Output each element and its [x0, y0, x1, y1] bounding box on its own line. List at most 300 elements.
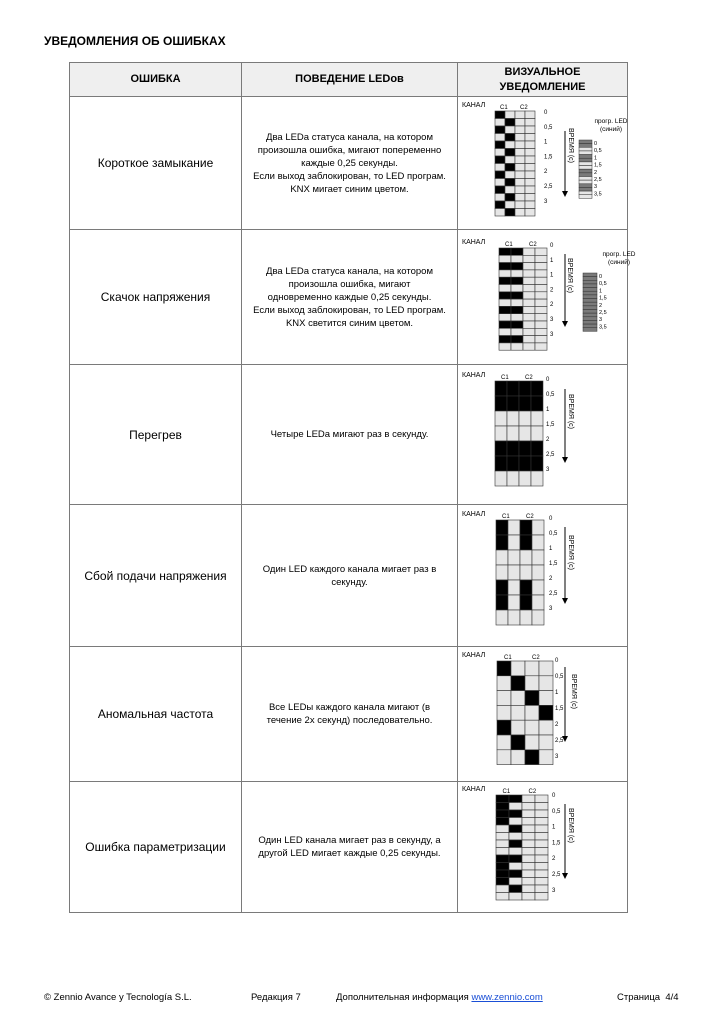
- led-cell: [525, 134, 535, 142]
- time-mark: 0,5: [544, 124, 553, 131]
- led-cell: [511, 321, 523, 328]
- prog-led-cell: [583, 277, 597, 281]
- led-cell: [535, 263, 547, 270]
- prog-led-cell: [579, 191, 592, 195]
- time-mark: 1: [549, 546, 553, 552]
- led-cell: [511, 292, 523, 299]
- led-cell: [520, 550, 532, 565]
- led-cell: [509, 893, 522, 901]
- behavior-line: одновременно каждые 0,25 секунды.: [267, 291, 432, 303]
- led-cell: [505, 179, 515, 187]
- led-cell: [497, 661, 511, 676]
- led-cell: [497, 691, 511, 706]
- prog-led-cell: [583, 310, 597, 314]
- led-cell: [531, 441, 543, 456]
- behavior-description: [242, 782, 458, 913]
- prog-time-mark: 2: [599, 302, 603, 309]
- header-visual-line-2: УВЕДОМЛЕНИЕ: [499, 80, 586, 93]
- led-cell: [499, 263, 511, 270]
- prog-led-cell: [579, 144, 592, 148]
- prog-led-cell: [579, 180, 592, 184]
- led-diagram: [458, 505, 627, 646]
- led-cell: [535, 336, 547, 343]
- channel-label: КАНАЛ: [462, 102, 486, 109]
- led-cell: [522, 885, 535, 893]
- led-cell: [535, 848, 548, 856]
- led-cell: [505, 134, 515, 142]
- led-cell: [515, 171, 525, 179]
- channel-label: КАНАЛ: [462, 372, 486, 379]
- led-cell: [507, 456, 519, 471]
- led-cell: [539, 720, 553, 735]
- led-cell: [539, 661, 553, 676]
- prog-led-cell: [583, 306, 597, 310]
- time-mark: 2,5: [552, 872, 561, 878]
- table-row: [70, 647, 628, 782]
- time-axis-label: ВРЕМЯ (с): [570, 674, 577, 709]
- led-cell: [497, 705, 511, 720]
- led-cell: [525, 735, 539, 750]
- led-cell: [495, 126, 505, 134]
- c2-label: C2: [525, 375, 533, 381]
- prog-time-mark: 2,5: [594, 177, 602, 183]
- behavior-line: Один LED канала мигает раз в секунду, а: [258, 835, 441, 846]
- footer-link[interactable]: www.zennio.com: [471, 992, 543, 1003]
- led-cell: [505, 194, 515, 202]
- footer-copyright: © Zennio Avance y Tecnología S.L.: [44, 992, 192, 1003]
- time-mark: 3: [550, 331, 554, 338]
- prog-time-mark: 3,5: [594, 191, 602, 198]
- visual-notification: [458, 365, 628, 505]
- led-cell: [511, 270, 523, 277]
- led-cell: [505, 111, 515, 119]
- c2-label: C2: [529, 242, 537, 248]
- prog-time-mark: 1: [599, 288, 603, 295]
- time-mark: 3: [549, 606, 553, 612]
- arrow-down-icon: [562, 873, 568, 879]
- error-name: Сбой подачи напряжения: [70, 505, 242, 647]
- led-cell: [511, 336, 523, 343]
- led-cell: [496, 878, 509, 886]
- led-cell: [495, 149, 505, 157]
- led-cell: [508, 595, 520, 610]
- led-cell: [508, 535, 520, 550]
- led-cell: [507, 411, 519, 426]
- led-cell: [535, 893, 548, 901]
- led-cell: [515, 119, 525, 127]
- led-cell: [520, 565, 532, 580]
- led-cell: [519, 456, 531, 471]
- arrow-down-icon: [562, 457, 568, 463]
- led-cell: [495, 156, 505, 164]
- led-cell: [497, 676, 511, 691]
- time-mark: 3: [550, 317, 554, 323]
- prog-time-mark: 3: [599, 317, 603, 324]
- footer-edition: Редакция 7: [251, 992, 301, 1003]
- led-cell: [508, 520, 520, 535]
- led-cell: [495, 471, 507, 486]
- channel-label: КАНАЛ: [462, 511, 486, 518]
- led-cell: [535, 855, 548, 863]
- prog-time-mark: 1,5: [599, 295, 607, 302]
- led-cell: [497, 720, 511, 735]
- table-row: [70, 782, 628, 913]
- error-name: Ошибка параметризации: [70, 782, 242, 913]
- led-cell: [525, 201, 535, 209]
- led-cell: [496, 863, 509, 871]
- led-cell: [522, 855, 535, 863]
- behavior-line: KNX светится синим цветом.: [285, 317, 414, 329]
- led-cell: [520, 535, 532, 550]
- led-cell: [522, 795, 535, 803]
- led-cell: [496, 885, 509, 893]
- footer-more-info: [336, 992, 543, 1003]
- led-cell: [507, 396, 519, 411]
- led-cell: [496, 520, 508, 535]
- led-cell: [496, 803, 509, 811]
- led-cell: [535, 825, 548, 833]
- led-cell: [520, 520, 532, 535]
- prog-time-mark: 0,5: [599, 281, 607, 288]
- led-cell: [515, 209, 525, 217]
- time-mark: 2,5: [544, 184, 553, 190]
- behavior-line: произошла ошибка, мигают попеременно: [257, 144, 442, 156]
- behavior-description: [242, 97, 458, 230]
- time-axis-label: ВРЕМЯ (с): [567, 808, 574, 843]
- led-cell: [495, 194, 505, 202]
- led-cell: [509, 885, 522, 893]
- visual-notification: [458, 97, 628, 230]
- led-diagram: [458, 365, 627, 504]
- led-cell: [525, 179, 535, 187]
- led-cell: [499, 277, 511, 284]
- led-cell: [522, 870, 535, 878]
- led-cell: [515, 164, 525, 172]
- c1-label: C1: [505, 242, 513, 248]
- led-cell: [495, 381, 507, 396]
- led-cell: [496, 825, 509, 833]
- led-cell: [539, 735, 553, 750]
- prog-led-cell: [583, 320, 597, 324]
- led-cell: [519, 471, 531, 486]
- c1-label: C1: [500, 105, 508, 111]
- led-cell: [532, 610, 544, 625]
- prog-time-mark: 2,5: [599, 310, 607, 316]
- led-cell: [532, 595, 544, 610]
- led-cell: [531, 396, 543, 411]
- prog-led-sublabel: (синий): [607, 259, 631, 266]
- led-cell: [497, 750, 511, 765]
- led-cell: [535, 795, 548, 803]
- led-cell: [509, 795, 522, 803]
- behavior-line: Четыре LEDа мигают раз в секунду.: [270, 429, 429, 440]
- led-cell: [535, 343, 547, 350]
- led-cell: [495, 171, 505, 179]
- behavior-line: течение 2х секунд) последовательно.: [266, 715, 433, 726]
- led-cell: [525, 111, 535, 119]
- error-name: Аномальная частота: [70, 647, 242, 782]
- led-cell: [522, 848, 535, 856]
- header-error: ОШИБКА: [70, 63, 242, 97]
- led-cell: [531, 411, 543, 426]
- led-cell: [532, 565, 544, 580]
- error-name: Скачок напряжения: [70, 230, 242, 365]
- led-cell: [523, 343, 535, 350]
- led-cell: [522, 840, 535, 848]
- time-mark: 2,5: [546, 452, 555, 458]
- led-cell: [505, 126, 515, 134]
- led-cell: [515, 149, 525, 157]
- time-mark: 1,5: [549, 561, 558, 567]
- led-cell: [531, 456, 543, 471]
- led-cell: [496, 550, 508, 565]
- time-mark: 2: [544, 169, 548, 176]
- led-cell: [523, 299, 535, 306]
- led-cell: [496, 870, 509, 878]
- led-cell: [499, 292, 511, 299]
- led-cell: [505, 186, 515, 194]
- time-mark: 1,5: [544, 154, 553, 161]
- led-cell: [509, 863, 522, 871]
- led-cell: [499, 314, 511, 321]
- led-cell: [520, 610, 532, 625]
- prog-led-label: прогр. LED: [594, 118, 628, 125]
- led-cell: [535, 248, 547, 255]
- led-cell: [525, 164, 535, 172]
- time-mark: 0: [549, 516, 553, 522]
- prog-led-cell: [583, 273, 597, 277]
- led-cell: [522, 810, 535, 818]
- time-mark: 3: [546, 467, 550, 473]
- time-mark: 1,5: [546, 422, 555, 428]
- prog-led-cell: [579, 158, 592, 162]
- header-visual: [458, 63, 628, 97]
- led-cell: [515, 186, 525, 194]
- footer-page-number: Страница 4/4: [617, 992, 679, 1003]
- led-cell: [519, 441, 531, 456]
- led-cell: [496, 840, 509, 848]
- prog-time-mark: 3: [594, 184, 598, 191]
- led-cell: [535, 878, 548, 886]
- led-cell: [499, 336, 511, 343]
- prog-led-cell: [579, 173, 592, 177]
- time-axis-label: ВРЕМЯ (с): [566, 258, 573, 293]
- led-cell: [515, 194, 525, 202]
- behavior-description: [242, 647, 458, 782]
- led-cell: [496, 565, 508, 580]
- led-cell: [511, 661, 525, 676]
- prog-time-mark: 0,5: [594, 148, 602, 155]
- led-cell: [509, 855, 522, 863]
- time-mark: 0,5: [555, 674, 564, 680]
- led-cell: [499, 255, 511, 262]
- led-cell: [511, 705, 525, 720]
- behavior-line: другой LED мигает каждые 0,25 секунды.: [258, 848, 441, 859]
- arrow-down-icon: [562, 191, 568, 197]
- led-cell: [495, 134, 505, 142]
- led-cell: [511, 306, 523, 313]
- header-visual-line-1: ВИЗУАЛЬНОЕ: [504, 65, 581, 78]
- led-cell: [507, 471, 519, 486]
- time-mark: 2: [546, 437, 550, 443]
- prog-led-cell: [579, 162, 592, 166]
- led-cell: [497, 735, 511, 750]
- led-cell: [515, 134, 525, 142]
- behavior-line: Два LEDа статуса канала, на котором: [266, 265, 433, 277]
- time-mark: 2: [550, 287, 554, 294]
- led-cell: [523, 306, 535, 313]
- led-cell: [532, 520, 544, 535]
- prog-led-cell: [583, 280, 597, 284]
- led-cell: [496, 893, 509, 901]
- led-cell: [511, 277, 523, 284]
- led-cell: [523, 321, 535, 328]
- prog-led-cell: [583, 288, 597, 292]
- table-header-row: [70, 63, 628, 97]
- time-mark: 1,5: [552, 840, 561, 847]
- prog-led-cell: [579, 177, 592, 181]
- led-cell: [511, 248, 523, 255]
- led-cell: [525, 750, 539, 765]
- led-cell: [505, 119, 515, 127]
- led-cell: [505, 156, 515, 164]
- led-cell: [511, 720, 525, 735]
- led-cell: [535, 270, 547, 277]
- led-cell: [535, 870, 548, 878]
- led-cell: [511, 314, 523, 321]
- prog-led-cell: [583, 302, 597, 306]
- led-cell: [499, 328, 511, 335]
- prog-led-cell: [579, 147, 592, 151]
- led-cell: [505, 141, 515, 149]
- time-mark: 0: [552, 793, 556, 799]
- led-cell: [520, 595, 532, 610]
- behavior-description: [242, 365, 458, 505]
- led-cell: [499, 285, 511, 292]
- prog-time-mark: 1: [594, 155, 598, 162]
- arrow-down-icon: [562, 598, 568, 604]
- time-axis-label: ВРЕМЯ (с): [567, 128, 574, 163]
- behavior-line: Один LED каждого канала мигает раз в: [262, 563, 437, 575]
- led-cell: [522, 863, 535, 871]
- led-cell: [509, 810, 522, 818]
- led-cell: [509, 870, 522, 878]
- prog-led-cell: [583, 299, 597, 303]
- led-cell: [495, 119, 505, 127]
- prog-led-label: прогр. LED: [602, 251, 636, 258]
- led-cell: [531, 471, 543, 486]
- behavior-line: Если выход заблокирован, то LED програм.: [253, 304, 446, 316]
- led-cell: [523, 292, 535, 299]
- time-axis-label: ВРЕМЯ (с): [567, 394, 574, 429]
- led-cell: [495, 396, 507, 411]
- led-cell: [511, 299, 523, 306]
- led-cell: [507, 441, 519, 456]
- c2-label: C2: [532, 655, 540, 661]
- led-cell: [495, 201, 505, 209]
- led-cell: [495, 179, 505, 187]
- led-cell: [511, 285, 523, 292]
- led-diagram: [458, 230, 636, 364]
- table-row: [70, 365, 628, 505]
- led-cell: [507, 381, 519, 396]
- led-cell: [539, 750, 553, 765]
- prog-led-cell: [579, 195, 592, 199]
- led-diagram: [458, 647, 627, 781]
- time-mark: 1: [550, 257, 554, 264]
- behavior-line: KNX мигает синим цветом.: [290, 183, 409, 195]
- led-cell: [522, 878, 535, 886]
- led-cell: [531, 426, 543, 441]
- led-cell: [505, 149, 515, 157]
- led-cell: [523, 328, 535, 335]
- channel-label: КАНАЛ: [462, 239, 486, 246]
- led-cell: [511, 691, 525, 706]
- prog-time-mark: 0: [594, 141, 598, 147]
- time-mark: 2: [552, 856, 556, 863]
- prog-led-cell: [583, 317, 597, 321]
- led-cell: [523, 248, 535, 255]
- led-cell: [522, 893, 535, 901]
- page-heading: УВЕДОМЛЕНИЯ ОБ ОШИБКАХ: [44, 34, 226, 48]
- time-mark: 1: [544, 139, 548, 146]
- error-name: Короткое замыкание: [70, 97, 242, 230]
- led-cell: [535, 818, 548, 826]
- led-cell: [515, 126, 525, 134]
- time-mark: 1: [555, 690, 559, 696]
- led-cell: [496, 580, 508, 595]
- led-cell: [523, 314, 535, 321]
- c2-label: C2: [520, 105, 528, 111]
- led-cell: [509, 840, 522, 848]
- prog-led-cell: [579, 151, 592, 155]
- table-row: [70, 230, 628, 365]
- led-cell: [509, 833, 522, 841]
- prog-led-sublabel: (синий): [599, 126, 623, 133]
- behavior-line: Два LEDа статуса канала, на котором: [266, 131, 433, 143]
- led-cell: [535, 292, 547, 299]
- prog-led-cell: [579, 140, 592, 144]
- channel-label: КАНАЛ: [462, 786, 486, 793]
- prog-time-mark: 1,5: [594, 162, 602, 169]
- led-cell: [496, 833, 509, 841]
- led-cell: [511, 343, 523, 350]
- led-cell: [522, 833, 535, 841]
- prog-time-mark: 3,5: [599, 324, 607, 331]
- led-cell: [535, 833, 548, 841]
- prog-led-cell: [579, 155, 592, 159]
- time-mark: 1: [552, 824, 556, 831]
- led-cell: [496, 535, 508, 550]
- led-cell: [535, 328, 547, 335]
- time-mark: 0: [546, 377, 550, 383]
- time-mark: 0: [555, 658, 559, 664]
- led-cell: [525, 691, 539, 706]
- led-cell: [496, 595, 508, 610]
- led-cell: [523, 255, 535, 262]
- led-cell: [515, 156, 525, 164]
- led-cell: [535, 863, 548, 871]
- led-cell: [511, 676, 525, 691]
- led-cell: [525, 661, 539, 676]
- prog-led-cell: [583, 284, 597, 288]
- led-cell: [535, 810, 548, 818]
- led-cell: [535, 314, 547, 321]
- header-behavior: ПОВЕДЕНИЕ LEDов: [242, 63, 458, 97]
- led-cell: [519, 381, 531, 396]
- led-cell: [511, 263, 523, 270]
- table-row: [70, 505, 628, 647]
